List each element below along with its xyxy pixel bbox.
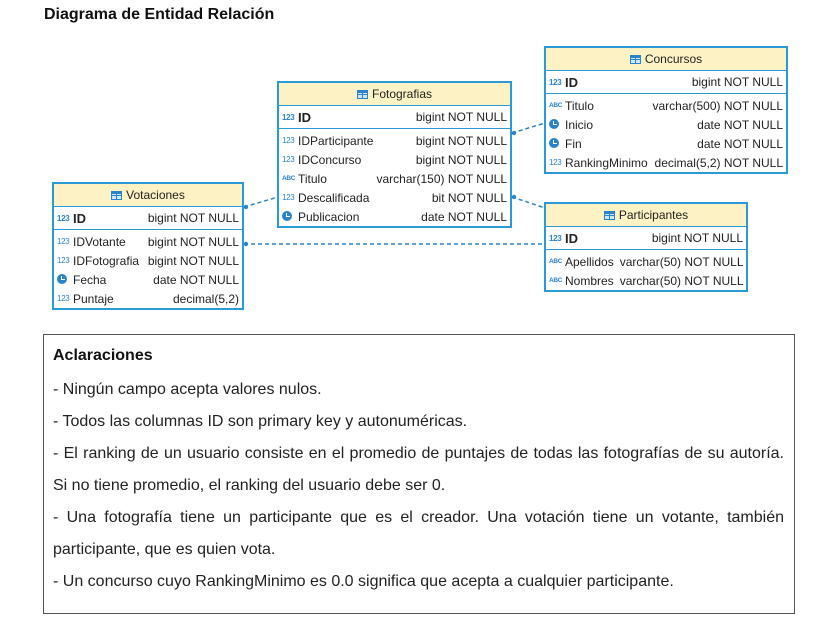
page-title: Diagrama de Entidad Relación [44,6,275,23]
column-name: Apellidos [565,254,614,269]
column-type: bigint NOT NULL [147,234,239,249]
column-name: Descalificada [298,190,370,205]
column-row[interactable] [54,289,242,308]
column-type: bigint NOT NULL [147,211,239,225]
table-icon [111,191,122,200]
column-type: varchar(50) NOT NULL [619,254,744,269]
column-row[interactable] [546,134,786,153]
entity-fields [54,230,242,308]
column-name: IDParticipante [298,133,374,148]
entity-concursos[interactable] [544,46,788,174]
column-name: IDVotante [73,234,126,249]
entity-fields [546,250,746,290]
clock-icon [57,274,73,286]
column-name: ID [565,74,578,90]
notes-box [43,334,795,614]
column-name: Titulo [565,98,594,113]
entity-header [54,184,242,207]
column-row[interactable] [546,96,786,115]
clock-icon [549,119,565,131]
column-type: date NOT NULL [697,117,783,132]
column-name: Inicio [565,117,594,132]
column-row[interactable] [279,207,510,226]
column-type: decimal(5,2) NOT NULL [654,155,783,170]
numeric-type-icon: 123 [549,158,562,167]
connector-fotografias-participantes [512,197,545,208]
column-type: date NOT NULL [153,272,239,287]
column-name: IDFotografia [73,253,140,268]
column-row[interactable] [279,169,510,188]
table-icon [604,211,615,220]
numeric-type-icon: 123 [282,155,295,164]
column-name: IDConcurso [298,152,362,167]
column-row[interactable] [54,251,242,270]
entity-participantes[interactable] [544,202,748,292]
text-type-icon: ABC [549,258,563,265]
note-item: - El ranking de un usuario consiste en el promedio de puntajes de todas las fotografías de su autoría. Si no tiene promedio, el ranking del usuario debe ser 0. [53,445,784,494]
numeric-key-icon: 123 [282,112,295,122]
numeric-type-icon: 123 [57,294,70,303]
numeric-key-icon: 123 [57,213,70,223]
column-name: ID [73,210,86,226]
column-type: bit NOT NULL [431,190,507,205]
entity-name: Participantes [618,208,689,222]
column-name: ID [565,230,578,246]
numeric-key-icon: 123 [549,233,562,243]
table-icon [630,55,641,64]
column-type: varchar(50) NOT NULL [619,273,744,288]
note-item: - Todos las columnas ID son primary key y autonuméricas. [53,413,468,430]
entity-name: Fotografias [371,87,433,101]
numeric-type-icon: 123 [282,136,295,145]
entity-name: Votaciones [126,188,185,202]
column-row[interactable] [54,232,242,251]
connector-dot [512,131,516,135]
clock-icon [282,211,298,223]
column-name: Fecha [73,272,107,287]
note-item: - Una fotografía tiene un participante que es el creador. Una votación tiene un votante, también participante, que es quien vota. [53,509,784,558]
connector-fotografias-concursos [512,123,545,133]
column-name: Puntaje [73,291,114,306]
connector-votaciones-fotografias [244,197,278,207]
column-type: bigint NOT NULL [691,75,783,89]
column-row[interactable] [279,131,510,150]
entity-header [546,204,746,227]
column-name: Titulo [298,171,327,186]
pk-row[interactable] [546,71,786,94]
table-icon [357,90,368,99]
column-row[interactable] [279,188,510,207]
entity-header [279,83,510,106]
entity-fields [279,129,510,226]
text-type-icon: ABC [282,175,296,182]
column-row[interactable] [546,115,786,134]
note-item: - Un concurso cuyo RankingMinimo es 0.0 significa que acepta a cualquier participante. [53,573,674,590]
column-type: date NOT NULL [421,209,507,224]
entity-votaciones[interactable] [52,182,244,310]
column-type: bigint NOT NULL [415,133,507,148]
pk-row[interactable] [54,207,242,230]
column-name: RankingMinimo [565,155,648,170]
numeric-type-icon: 123 [57,256,70,265]
connector-dot [512,195,516,199]
column-type: bigint NOT NULL [415,152,507,167]
column-type: decimal(5,2) [172,291,239,306]
text-type-icon: ABC [549,102,563,109]
entity-header [546,48,786,71]
numeric-type-icon: 123 [282,193,295,202]
entity-fotografias[interactable] [277,81,512,228]
column-name: ID [298,109,311,125]
column-type: bigint NOT NULL [147,253,239,268]
connector-dot [244,242,248,246]
note-item: - Ningún campo acepta valores nulos. [53,381,322,398]
pk-row[interactable] [546,227,746,250]
notes-title: Aclaraciones [53,347,153,364]
connector-dot [244,205,248,209]
column-type: bigint NOT NULL [415,110,507,124]
text-type-icon: ABC [549,277,563,284]
column-type: varchar(500) NOT NULL [652,98,783,113]
column-type: varchar(150) NOT NULL [376,171,507,186]
column-name: Nombres [565,273,614,288]
column-row[interactable] [546,153,786,172]
entity-name: Concursos [644,52,703,66]
pk-row[interactable] [279,106,510,129]
numeric-type-icon: 123 [57,237,70,246]
column-row[interactable] [279,150,510,169]
column-name: Publicacion [298,209,360,224]
column-row[interactable] [546,271,746,290]
clock-icon [549,138,565,150]
column-row[interactable] [54,270,242,289]
column-type: date NOT NULL [697,136,783,151]
column-row[interactable] [546,252,746,271]
column-type: bigint NOT NULL [651,231,743,245]
numeric-key-icon: 123 [549,77,562,87]
entity-fields [546,94,786,172]
column-name: Fin [565,136,582,151]
